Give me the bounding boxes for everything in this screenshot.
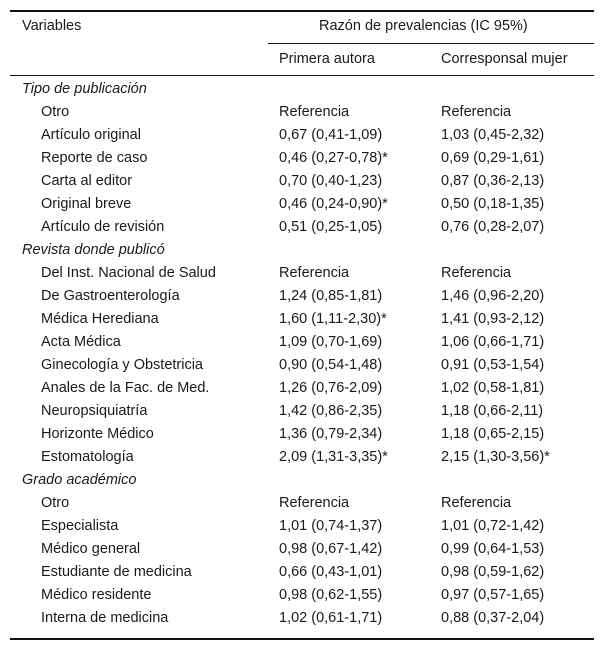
primera-autora-value: 1,24 (0,85-1,81)	[279, 288, 383, 304]
row-label: Acta Médica	[41, 334, 121, 350]
row-label: Especialista	[41, 518, 119, 534]
table-row	[10, 492, 594, 515]
corresponsal-mujer-value: 1,18 (0,66-2,11)	[441, 403, 544, 419]
table-row	[10, 423, 594, 446]
table-row	[10, 124, 594, 147]
row-label: Reporte de caso	[41, 150, 148, 166]
corresponsal-mujer-value: 0,50 (0,18-1,35)	[441, 196, 545, 212]
table-row	[10, 400, 594, 423]
corresponsal-mujer-value: 0,88 (0,37-2,04)	[441, 610, 545, 626]
primera-autora-value: 0,90 (0,54-1,48)	[279, 357, 383, 373]
table-row	[10, 446, 594, 469]
table-row	[10, 607, 594, 630]
primera-autora-value: Referencia	[279, 265, 350, 281]
corresponsal-mujer-value: 0,76 (0,28-2,07)	[441, 219, 545, 235]
row-label: Del Inst. Nacional de Salud	[41, 265, 216, 281]
section-title: Revista donde publicó	[22, 242, 165, 258]
row-label: Artículo de revisión	[41, 219, 165, 235]
corresponsal-mujer-value: Referencia	[441, 495, 512, 511]
table-row	[10, 193, 594, 216]
header-bottom-rule	[10, 75, 594, 76]
primera-autora-value: 1,36 (0,79-2,34)	[279, 426, 383, 442]
section-header	[10, 78, 594, 101]
row-label: Médica Herediana	[41, 311, 159, 327]
corresponsal-mujer-value: Referencia	[441, 104, 512, 120]
header-variables: Variables	[22, 18, 82, 34]
header-prevalence-ratio: Razón de prevalencias (IC 95%)	[319, 18, 528, 34]
corresponsal-mujer-value: 1,01 (0,72-1,42)	[441, 518, 545, 534]
corresponsal-mujer-value: 0,69 (0,29-1,61)	[441, 150, 545, 166]
corresponsal-mujer-value: 1,41 (0,93-2,12)	[441, 311, 545, 327]
row-label: Ginecología y Obstetricia	[41, 357, 203, 373]
primera-autora-value: 1,42 (0,86-2,35)	[279, 403, 383, 419]
primera-autora-value: 0,70 (0,40-1,23)	[279, 173, 383, 189]
corresponsal-mujer-value: Referencia	[441, 265, 512, 281]
prevalence-ratio-table	[10, 10, 594, 640]
corresponsal-mujer-value: 1,18 (0,65-2,15)	[441, 426, 545, 442]
primera-autora-value: 1,26 (0,76-2,09)	[279, 380, 383, 396]
table-bottom-rule	[10, 638, 594, 640]
primera-autora-value: 1,09 (0,70-1,69)	[279, 334, 383, 350]
row-label: Interna de medicina	[41, 610, 169, 626]
table-row	[10, 170, 594, 193]
primera-autora-value: 0,67 (0,41-1,09)	[279, 127, 383, 143]
table-row	[10, 262, 594, 285]
row-label: Artículo original	[41, 127, 141, 143]
table-row	[10, 538, 594, 561]
row-label: Original breve	[41, 196, 132, 212]
row-label: Horizonte Médico	[41, 426, 154, 442]
row-label: Estomatología	[41, 449, 134, 465]
row-label: Otro	[41, 495, 70, 511]
corresponsal-mujer-value: 0,99 (0,64-1,53)	[441, 541, 545, 557]
row-label: Otro	[41, 104, 70, 120]
corresponsal-mujer-value: 0,97 (0,57-1,65)	[441, 587, 545, 603]
row-label: Médico residente	[41, 587, 152, 603]
primera-autora-value: Referencia	[279, 104, 350, 120]
corresponsal-mujer-value: 1,06 (0,66-1,71)	[441, 334, 545, 350]
primera-autora-value: 2,09 (1,31-3,35)*	[279, 449, 388, 465]
primera-autora-value: 0,46 (0,24-0,90)*	[279, 196, 388, 212]
table-row	[10, 308, 594, 331]
row-label: Neuropsiquiatría	[41, 403, 148, 419]
table-row	[10, 354, 594, 377]
row-label: Anales de la Fac. de Med.	[41, 380, 210, 396]
table-row	[10, 561, 594, 584]
corresponsal-mujer-value: 1,46 (0,96-2,20)	[441, 288, 545, 304]
corresponsal-mujer-value: 1,03 (0,45-2,32)	[441, 127, 545, 143]
primera-autora-value: Referencia	[279, 495, 350, 511]
header-corresponsal-mujer: Corresponsal mujer	[441, 51, 568, 67]
table-top-rule	[10, 10, 594, 12]
corresponsal-mujer-value: 0,87 (0,36-2,13)	[441, 173, 545, 189]
table-row	[10, 147, 594, 170]
header-primera-autora: Primera autora	[279, 51, 375, 67]
corresponsal-mujer-value: 2,15 (1,30-3,56)*	[441, 449, 550, 465]
table-row	[10, 377, 594, 400]
table-row	[10, 285, 594, 308]
table-row	[10, 101, 594, 124]
row-label: De Gastroenterología	[41, 288, 180, 304]
section-title: Grado académico	[22, 472, 137, 488]
corresponsal-mujer-value: 0,98 (0,59-1,62)	[441, 564, 545, 580]
row-label: Médico general	[41, 541, 141, 557]
table-row	[10, 584, 594, 607]
primera-autora-value: 0,51 (0,25-1,05)	[279, 219, 383, 235]
row-label: Carta al editor	[41, 173, 133, 189]
row-label: Estudiante de medicina	[41, 564, 192, 580]
primera-autora-value: 1,01 (0,74-1,37)	[279, 518, 383, 534]
primera-autora-value: 1,02 (0,61-1,71)	[279, 610, 383, 626]
header-group-rule	[268, 43, 594, 44]
primera-autora-value: 0,66 (0,43-1,01)	[279, 564, 383, 580]
corresponsal-mujer-value: 0,91 (0,53-1,54)	[441, 357, 545, 373]
section-header	[10, 469, 594, 492]
table-row	[10, 216, 594, 239]
primera-autora-value: 1,60 (1,11-2,30)*	[279, 311, 387, 327]
primera-autora-value: 0,98 (0,67-1,42)	[279, 541, 383, 557]
corresponsal-mujer-value: 1,02 (0,58-1,81)	[441, 380, 545, 396]
section-title: Tipo de publicación	[22, 81, 147, 97]
primera-autora-value: 0,98 (0,62-1,55)	[279, 587, 383, 603]
table-row	[10, 331, 594, 354]
table-row	[10, 515, 594, 538]
section-header	[10, 239, 594, 262]
primera-autora-value: 0,46 (0,27-0,78)*	[279, 150, 388, 166]
